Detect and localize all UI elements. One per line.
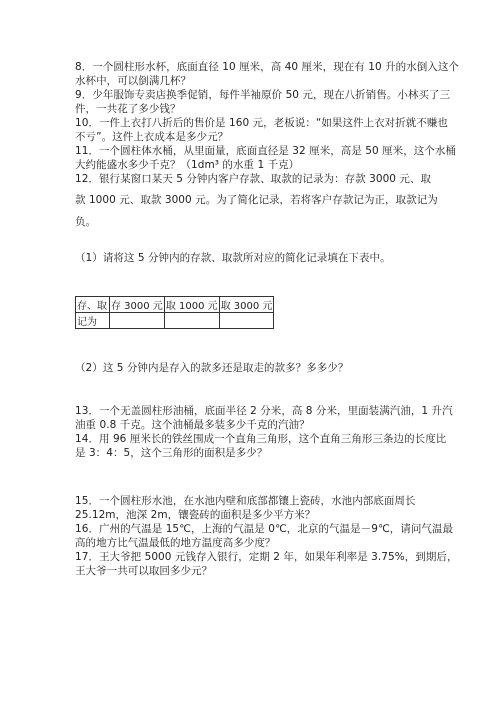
record-table — [75, 296, 274, 329]
question-11-line-1: 11．一个圆柱体水桶，从里面量，底面直径是 32 厘米，高是 50 厘米，这个水桶 — [75, 145, 456, 157]
table-answer-cell — [219, 313, 274, 329]
table-row — [76, 313, 274, 329]
question-15-line-1: 15．一个圆柱形水池，在水池内壁和底部都镶上瓷砖，水池内部底面周长 — [75, 495, 416, 507]
question-10-line-1: 10．一件上衣打八折后的售价是 160 元，老板说：“如果这件上衣对折就不赚也 — [75, 117, 448, 129]
question-10-line-2: 不亏”。这件上衣成本是多少元？ — [75, 131, 229, 143]
table-header-row — [76, 297, 274, 313]
question-12-line-1: 12．银行某窗口某天 5 分钟内客户存款、取款的记录为：存款 3000 元、取 — [75, 173, 432, 185]
sub-question-1: （1）请将这 5 分钟内的存款、取款所对应的简化记录填在下表中。 — [75, 252, 391, 264]
question-9-line-1: 9．少年服饰专卖店换季促销，每件半袖原价 50 元，现在八折销售。小林买了三 — [75, 89, 451, 101]
question-8-line-1: 8．一个圆柱形水杯，底面直径 10 厘米，高 40 厘米，现在有 10 升的水倒入这个 — [75, 61, 459, 73]
table-cell: 取 3000 元 — [219, 297, 274, 313]
question-9-line-2: 件，一共花了多少钱？ — [75, 103, 181, 115]
question-14-line-1: 14．用 96 厘米长的铁丝围成一个直角三角形，这个直角三角形三条边的长度比 — [75, 433, 447, 445]
question-11-line-2: 大约能盛水多少千克？（1dm³ 的水重 1 千克） — [75, 159, 300, 171]
question-16-line-2: 高的地方比气温最低的地方温度高多少度？ — [75, 537, 276, 549]
question-15-line-2: 25.12m，池深 2m，镶瓷砖的面积是多少平方米？ — [75, 509, 316, 521]
table-answer-cell — [164, 313, 219, 329]
question-12-line-3: 负。 — [75, 216, 97, 228]
question-14-line-2: 是 3：4：5，这个三角形的面积是多少？ — [75, 447, 268, 459]
sub-question-2: （2）这 5 分钟内是存入的款多还是取走的款多？多多少？ — [75, 362, 349, 374]
table-cell: 存、取 — [76, 297, 110, 313]
question-17-line-1: 17．王大爷把 5000 元钱存入银行，定期 2 年，如果年利率是 3.75%，到期后， — [75, 551, 458, 563]
question-16-line-1: 16．广州的气温是 15℃，上海的气温是 0℃，北京的气温是－9℃，请问气温最 — [75, 523, 454, 535]
table-answer-cell — [110, 313, 165, 329]
question-12-line-2: 款 1000 元、取款 3000 元。为了简化记录，若将客户存款记为正，取款记为 — [75, 194, 438, 206]
question-13-line-2: 油重 0.8 千克。这个油桶最多装多少千克的汽油？ — [75, 419, 310, 431]
question-13-line-1: 13．一个无盖圆柱形油桶，底面半径 2 分米，高 8 分米，里面装满汽油，1 升汽 — [75, 405, 453, 417]
question-17-line-2: 王大爷一共可以取回多少元？ — [75, 565, 213, 577]
table-cell: 存 3000 元 — [110, 297, 165, 313]
table-cell: 记为 — [76, 313, 110, 329]
question-8-line-2: 水杯中，可以倒满几杯？ — [75, 75, 192, 87]
table-cell: 取 1000 元 — [164, 297, 219, 313]
